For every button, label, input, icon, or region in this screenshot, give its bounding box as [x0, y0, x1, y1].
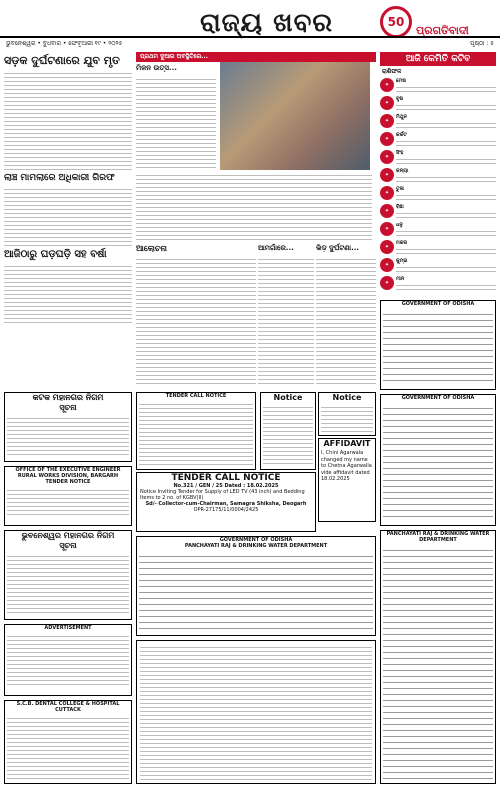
horoscope-entry — [380, 276, 496, 294]
horoscope-lines — [396, 192, 496, 202]
ad-title: S.C.B. DENTAL COLLEGE & HOSPITAL CUTTACK — [16, 701, 120, 713]
notice-table — [383, 545, 493, 781]
photo-caption: ମିଳନ ଉତ୍ସ... — [136, 64, 177, 72]
office-title: OFFICE OF THE EXECUTIVE ENGINEER — [15, 467, 121, 473]
horoscope-text — [396, 168, 496, 186]
tender-call-small — [136, 392, 256, 470]
article-text — [136, 256, 256, 386]
govt-odisha-tender-right-2 — [380, 394, 496, 526]
horoscope-text — [396, 222, 496, 240]
zodiac-icon: ✦ — [380, 114, 394, 128]
page-title: ରାଜ୍ୟ ଖବର — [200, 8, 334, 38]
horoscope-lines — [396, 264, 496, 274]
horoscope-entry — [380, 240, 496, 258]
tender-subject: Notice Inviting Tender for Supply of LED TV (43 inch) and Bedding Items to 2 no. of KGBV(II) — [140, 489, 305, 501]
tender-text — [7, 487, 129, 517]
dental-college-ad — [4, 624, 132, 696]
notice-title: Notice — [332, 393, 362, 402]
zodiac-sign-name: ସିଂହ — [396, 150, 404, 156]
zodiac-icon: ✦ — [380, 186, 394, 200]
horoscope-lines — [396, 210, 496, 220]
zodiac-icon: ✦ — [380, 78, 394, 92]
horoscope-text — [396, 150, 496, 168]
zodiac-icon: ✦ — [380, 204, 394, 218]
zodiac-sign-name: କନ୍ୟା — [396, 168, 409, 174]
ad-subtitle: ସୂଚନା — [59, 403, 77, 412]
notice-table — [139, 551, 373, 631]
ad-text — [7, 553, 129, 613]
panchayat-notice-2 — [136, 640, 376, 784]
govt-odisha-tender-right — [380, 300, 496, 390]
date-text: ଭୁବନେଶ୍ୱର • ବୁଧବାର • ଫେବୃଆରୀ ୧୯ • ୨୦୨୫ — [6, 40, 123, 47]
page-number: ପୃଷ୍ଠା : ୫ — [470, 40, 494, 47]
horoscope-text — [396, 96, 496, 114]
horoscope-entry — [380, 114, 496, 132]
horoscope-lines — [396, 84, 496, 94]
article-text — [4, 263, 132, 323]
zodiac-sign-name: ଧନୁ — [396, 222, 403, 228]
article-text — [136, 172, 372, 242]
horoscope-entry — [380, 168, 496, 186]
ad-title: ଭୁବନେଶ୍ୱର ମହାନଗର ନିଗମ — [21, 531, 115, 540]
horoscope-entry — [380, 96, 496, 114]
zodiac-icon: ✦ — [380, 240, 394, 254]
article-text — [4, 186, 132, 246]
horoscope-text — [396, 204, 496, 222]
horoscope-text — [396, 78, 496, 96]
notice-text — [263, 404, 313, 466]
zodiac-sign-name: ମେଷ — [396, 78, 406, 84]
panchayat-notice — [136, 536, 376, 636]
affidavit-text: I, Chini Agarwala changed my name to Chetna Agarwalla vide affidavit dated 18.02.2025 — [321, 450, 372, 482]
horoscope-lines — [396, 120, 496, 130]
ad-title: କଟକ ମହାନଗର ନିଗମ — [32, 393, 104, 402]
horoscope-entry — [380, 258, 496, 276]
horoscope-text — [396, 276, 496, 294]
horoscope-text — [396, 132, 496, 150]
tender-signature: Sd/- Collector-cum-Chairman, Samagra Shiksha, Deogarh — [145, 501, 307, 507]
zodiac-icon: ✦ — [380, 258, 394, 272]
subhead-village: ଆମଗାଁରେ... — [258, 244, 294, 252]
cuttack-municipal-ad — [4, 392, 132, 462]
horoscope-lines — [396, 156, 496, 166]
tender-reference: OPR-27175/11/0004/2425 — [193, 507, 259, 513]
dept-title: PANCHAYATI RAJ & DRINKING WATER DEPARTMENT — [184, 543, 328, 549]
zodiac-sign-name: କୁମ୍ଭ — [396, 258, 408, 264]
horoscope-lines — [396, 138, 496, 148]
horoscope-entry — [380, 204, 496, 222]
zodiac-icon: ✦ — [380, 132, 394, 146]
zodiac-icon: ✦ — [380, 222, 394, 236]
horoscope-text — [396, 114, 496, 132]
govt-title: GOVERNMENT OF ODISHA — [401, 395, 475, 401]
tender-title: TENDER CALL NOTICE — [171, 473, 281, 483]
panchayat-notice-right — [380, 530, 496, 784]
headline-accident: ସଡ଼କ ଦୁର୍ଘଟଣାରେ ଯୁବ ମୃତ — [4, 54, 120, 67]
tender-number: No.321 / GEN / 25 Dated : 18.02.2025 — [173, 483, 279, 489]
dental-college-ad-2 — [4, 700, 132, 784]
headline-rain: ଆଜିଠାରୁ ଘଡ଼ଘଡ଼ି ସହ ବର୍ଷା — [4, 249, 107, 260]
center-banner: ପ୍ରଥମ ଦୁଆର ଅବସ୍ଥିତିରେ... — [136, 52, 376, 62]
rural-works-tender — [4, 466, 132, 526]
notice-box-2 — [318, 392, 376, 436]
zodiac-sign-name: ବିଛା — [396, 204, 404, 210]
zodiac-sign-name: ମକର — [396, 240, 408, 246]
notice-box-1 — [260, 392, 316, 470]
article-text — [136, 76, 216, 170]
horoscope-text — [396, 186, 496, 204]
zodiac-sign-name: ବୃଷ — [396, 96, 404, 102]
horoscope-lines — [396, 282, 496, 292]
headline-bribe: ଲାଞ୍ଚ ମାମଲାରେ ଅଧିକାରୀ ଗିରଫ — [4, 173, 115, 183]
dept-title: PANCHAYATI RAJ & DRINKING WATER DEPARTMENT — [386, 531, 490, 543]
horoscope-lines — [396, 174, 496, 184]
ad-title: ADVERTISEMENT — [44, 625, 92, 631]
horoscope-entry — [380, 78, 496, 96]
ad-subtitle: ସୂଚନା — [59, 541, 77, 550]
news-photo — [220, 62, 370, 170]
horoscope-text — [396, 258, 496, 276]
tender-table — [383, 403, 493, 519]
division-title: RURAL WORKS DIVISION, BARGARH — [17, 473, 119, 479]
notice-text — [139, 401, 253, 465]
horoscope-lines — [396, 102, 496, 112]
affidavit-box — [318, 438, 376, 522]
horoscope-text — [396, 240, 496, 258]
anniversary-logo: 50 — [380, 6, 412, 38]
notice-text — [140, 644, 372, 780]
horoscope-entry — [380, 150, 496, 168]
article-text — [258, 256, 314, 386]
notice-title: Notice — [273, 393, 303, 402]
notice-title: TENDER CALL NOTICE — [165, 393, 227, 399]
govt-title: GOVERNMENT OF ODISHA — [219, 537, 293, 543]
zodiac-icon: ✦ — [380, 96, 394, 110]
horoscope-lines — [396, 228, 496, 238]
zodiac-sign-name: ମୀନ — [396, 276, 405, 282]
affidavit-title: AFFIDAVIT — [323, 439, 371, 448]
horoscope-list — [380, 78, 496, 296]
horoscope-entry — [380, 186, 496, 204]
horoscope-entry — [380, 222, 496, 240]
subhead-crowd: ଭିଡ଼ ଦୁର୍ଘଟଣା... — [316, 244, 360, 252]
horoscope-sub: ରାଶିଫଳ — [382, 68, 402, 75]
article-text — [316, 256, 376, 386]
zodiac-sign-name: କର୍କଟ — [396, 132, 407, 138]
brand-name: ପ୍ରଗତିବାଦୀ — [416, 24, 469, 37]
ad-text — [7, 715, 129, 781]
zodiac-icon: ✦ — [380, 168, 394, 182]
zodiac-sign-name: ମିଥୁନ — [396, 114, 407, 120]
zodiac-icon: ✦ — [380, 150, 394, 164]
tender-notice-title: TENDER NOTICE — [45, 479, 91, 485]
horoscope-header: ଆଜି କେମିତି କଟିବ — [380, 52, 496, 66]
tender-call-main — [136, 472, 316, 532]
ad-text — [7, 633, 129, 687]
masthead — [0, 0, 500, 50]
left-column — [4, 52, 132, 392]
zodiac-sign-name: ତୁଳା — [396, 186, 404, 192]
article-text — [4, 70, 132, 170]
horoscope-lines — [396, 246, 496, 256]
tender-table — [383, 309, 493, 383]
horoscope-entry — [380, 132, 496, 150]
ad-text — [7, 415, 129, 457]
notice-text — [321, 404, 373, 432]
subhead-discussion: ଆଲୋଚନା — [136, 244, 167, 253]
dateline — [0, 36, 500, 48]
zodiac-icon: ✦ — [380, 276, 394, 290]
bbsr-municipal-ad — [4, 530, 132, 620]
govt-title: GOVERNMENT OF ODISHA — [401, 301, 475, 307]
